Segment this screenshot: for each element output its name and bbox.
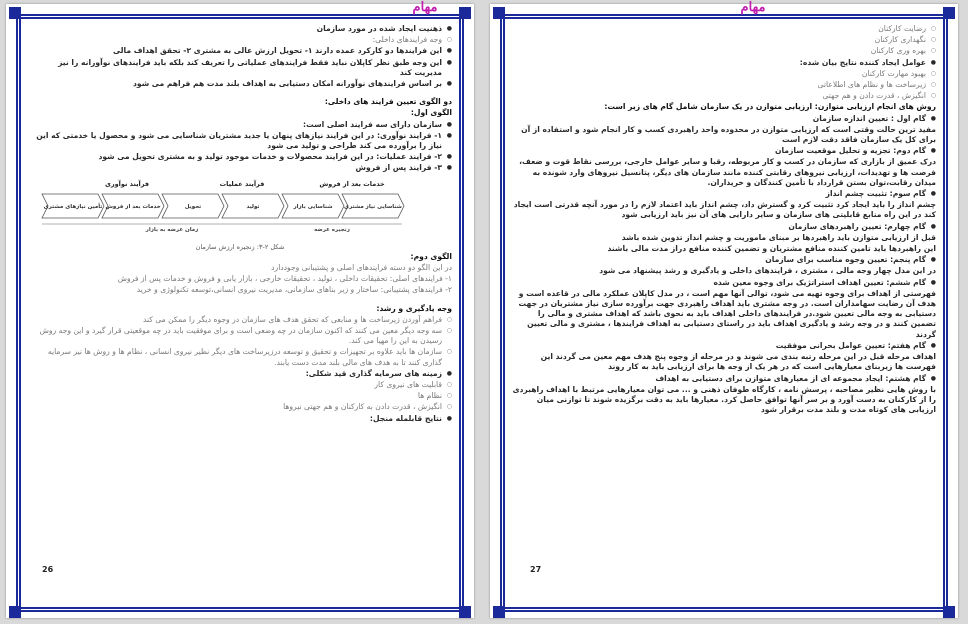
text-line [28, 90, 452, 96]
text-line: ○ وجه فرایندهای داخلی: [28, 35, 452, 45]
page-text-left [28, 24, 452, 588]
text-line: روش های انجام ارزیابی متوازن: ارزیابی متوازن در یک سازمان شامل گام های زیر است: [604, 102, 936, 112]
text-line: در این مدل چهار وجه مالی ، مشتری ، فرایندهای داخلی و یادگیری و رشد پیشنهاد می شود [599, 266, 936, 276]
diagram-bottom-label: زنجیره عرضه [314, 226, 350, 232]
text-line: ● ۳- فرایند پس از فروش [28, 163, 452, 173]
text-line: ● عوامل ایجاد کننده نتایج بیان شده: [512, 58, 936, 68]
text-line: ● این فرایندها دو کارکرد عمده دارند ۱- تحویل ارزش عالی به مشتری ۲- تحقق اهداف مالی [28, 46, 452, 56]
text-line: ● گام اول : تعیین اندازه سازمان [512, 114, 936, 124]
diagram-top-label: فرآیند عملیات [219, 179, 265, 188]
page-text-right [512, 24, 936, 588]
text-line: ○ نگهداری کارکنان [512, 35, 936, 45]
text-line: ○ انگیزش ، قدرت دادن و هم جهتی [512, 91, 936, 101]
text-line: ● ذهنیت ایجاد شده در مورد سازمان [28, 24, 452, 34]
border-corner-ornament [943, 606, 955, 618]
diagram-box-label: شناسایی نیاز مشتری [344, 203, 402, 210]
border-corner-ornament [943, 7, 955, 19]
border-corner-ornament [493, 7, 505, 19]
text-line: قبل از ارزیابی متوازن باید راهبردها بر مبنای ماموریت و چشم انداز تدوین شده باشد [621, 232, 936, 242]
text-line: این راهبردها باید تامین کننده منافع مشتریان و تضمین کننده منافع دراز مدت مالی باشند [607, 244, 936, 254]
diagram-box-label: خدمات بعد از فروش [105, 203, 161, 210]
text-line: ○ انگیزش ، قدرت دادن به کارکنان و هم جهتی نیروها [28, 402, 452, 412]
diagram-box-label: تولید [246, 203, 260, 210]
text-line: ۲- فرایندهای پشتیبانی: ساختار و زیر بناهای سازمانی، مدیریت نیروی انسانی،توسعه تکنولوژی و خرید [136, 285, 452, 295]
text-line: ○ بهبود مهارت کارکنان [512, 69, 936, 79]
text-line: ● گام ششم: تعیین اهداف استراتژیک برای وجوه معین شده [512, 278, 936, 288]
border-corner-ornament [493, 606, 505, 618]
diagram-box-label: شناسایی بازار [293, 203, 333, 210]
document-page-right [490, 0, 958, 618]
text-line: چشم انداز را باید ایجاد کرد تثبیت کرد و گسترش داد، چشم انداز باید اعتماد لازم را در مورد آنچه قدرتی است ایجاد کند در این راه منابع قابلیتی های سازمان و سایر دارایی های آن نیز باید ارزیابی شود [513, 200, 936, 220]
text-line: وجه یادگیری و رشد: [376, 303, 452, 313]
text-line: ● گام سوم: تثبیت چشم انداز [512, 189, 936, 199]
text-line: ○ بهره وری کارکنان [512, 46, 936, 56]
text-line: ● گام هفتم: تعیین عوامل بحرانی موفقیت [512, 341, 936, 351]
text-line: ○ رضایت کارکنان [512, 24, 936, 34]
text-line: ● گام دوم: تجزیه و تحلیل موقعیت سازمان [512, 146, 936, 156]
page-number: 26 [42, 565, 54, 574]
text-line: دو الگوی تعیین فرایند های داخلی: [324, 97, 452, 107]
border-corner-ornament [9, 7, 21, 19]
text-line: فهرستی از اهداف برای وجوه تهیه می شود، توالی آنها مهم است ، در مدل کاپلان عملکرد مالی در قاعده است و هدف آن رضایت سهامداران است. در وجه مشتری باید اهداف راهبردی جهت برآورده سازی نیاز مشتریان در جهت دستیابی به وجه مالی تعیین شود.در فرایندهای داخلی اهداف باید به نحوی باشد که اهداف مشتری و مالی را تضمین کنند و در وجه رشد و یادگیری اهداف باید در راستای دستیابی به اهداف فرایندها ، مشتری و مالی تعیین گردند [518, 288, 936, 339]
text-line: ● ۲- فرایند عملیات: در این فرایند محصولات و خدمات موجود تولید و به مشتری تحویل می شود [28, 152, 452, 162]
text-line: اهداف مرحله قبل در این مرحله رتبه بندی می شوند و در مرحله از وجوه پنج هدف مهم معین می گردند این فهرست ها زیربنای معیارهایی است که در هر یک از وجه ها برای ارزیابی باید به کار روند [540, 352, 936, 372]
text-line: ○ قابلیت های نیروی کار [28, 380, 452, 390]
text-line: ○ زیرساخت ها و نظام های اطلاعاتی [512, 80, 936, 90]
text-line: الگوی دوم: [410, 251, 452, 261]
text-line: ● سازمان دارای سه فرایند اصلی است: [28, 120, 452, 130]
text-line: ● زمینه های سرمایه گذاری قید شکلی: [28, 369, 452, 379]
text-line: الگوی اول: [410, 108, 452, 118]
text-line: ● نتایج قابلمله منجل: [28, 414, 452, 424]
text-line: در این الگو دو دسته فرایندهای اصلی و پشتیبانی وجوددارد [271, 263, 452, 273]
border-corner-ornament [459, 606, 471, 618]
border-corner-ornament [459, 7, 471, 19]
text-line: ○ سازمان ها باید علاوه بر تجهیزات و تحقیق و توسعه درزیرساخت های دیگر نظیر نیروی انسانی ، نظام ها و روش ها نیز سرمایه گذاری کنند تا به هدف های مالی بلند مدت دست یابند. [28, 347, 452, 367]
header-logo: مهام [412, 0, 438, 15]
text-line [28, 297, 452, 303]
diagram-top-label: فرآیند نوآوری [104, 179, 150, 188]
text-line: ۱- فرایندهای اصلی: تحقیقات داخلی ، تولید ، تحقیقات خارجی ، بازار یابی و فروش و خدمات پس از فروش [117, 274, 452, 284]
text-line: ● این وجه طبق نظر کاپلان نباید فقط فرایندهای عملیاتی را تعریف کند بلکه باید فرایندهای نوآورانه را نیز مدیریت کند [28, 58, 452, 78]
header-logo: مهام [740, 0, 766, 15]
diagram-caption: شکل ۲-۳: زنجیره ارزش سازمان [195, 242, 285, 251]
diagram-box-label: تحویل [184, 203, 202, 210]
diagram-box-label: تأمین نیازهای مشتری [43, 203, 103, 210]
text-line: ● ۱- فرایند نوآوری: در این فرایند نیازهای پنهان یا جدید مشتریان شناسایی می شود و محصول یا خدمتی که این نیاز را برآورده می کند طراحی و تولید می شود [28, 131, 452, 151]
text-line: ● بر اساس فرایندهای نوآورانه امکان دستیابی به اهداف بلند مدت هم فراهم می شود [28, 79, 452, 89]
diagram-top-label: خدمات بعد از فروش [319, 179, 385, 188]
text-line: ● گام پنجم: تعیین وجوه مناسب برای سازمان [512, 255, 936, 265]
page-number: 27 [530, 565, 542, 574]
value-chain-diagram [32, 178, 448, 240]
text-line: ● گام چهارم: تعیین راهبردهای سازمان [512, 222, 936, 232]
text-line: درک عمیق از بازاری که سازمان در کسب و کار مربوطه، رقبا و سایر عوامل خارجی، بررسی نقاط قوت و ضعف، فرصت ها و تهدیدات، ارزیابی نیروهای رقابتی کننده مانند سازمان های دیگر، پتانسیل نیروهای وارد شونده به میدان رقابت،توان بستن قرارداد با تأمین کنندگان و خریداران. [519, 157, 936, 187]
text-line: مفید ترین حالت وقتی است که ارزیابی متوازن در محدوده واحد راهبردی کسب و کار انجام شود و استفاده از آن برای کل یک سازمان فاقد دقت لازم است [521, 124, 936, 145]
text-line: ● گام هشتم: ایجاد مجموعه ای از معیارهای متوازن برای دستیابی به اهداف [512, 374, 936, 384]
text-line: ○ سه وجه دیگر معین می کنند که اکنون سازمان در چه وضعی است و برای موفقیت باید در چه موقعیتی قرار گیرد و این وجه روش رسیدن به این را مهیا می کند. [28, 326, 452, 346]
text-line: با روش هایی نظیر مصاحبه ، پرسش نامه ، کارگاه طوفان ذهنی و ... می توان معیارهایی مرتبط با اهداف راهبردی را از کارکنان به دست آورد و بر سر آنها توافق حاصل کرد. معیارها باید به دقت برگزیده شوند تا توازنی میان ارزیابی های کوتاه مدت و بلند مدت برقرار شود [512, 384, 936, 415]
text-line: ○ نظام ها [28, 391, 452, 401]
diagram-bottom-label: زمان عرضه به بازار [145, 226, 199, 232]
border-corner-ornament [9, 606, 21, 618]
text-line: ○ فراهم آوردن زیرساخت ها و منابعی که تحقق هدف های سازمان در وجوه دیگر را ممکن می کند [28, 315, 452, 325]
document-page-left [6, 0, 474, 618]
